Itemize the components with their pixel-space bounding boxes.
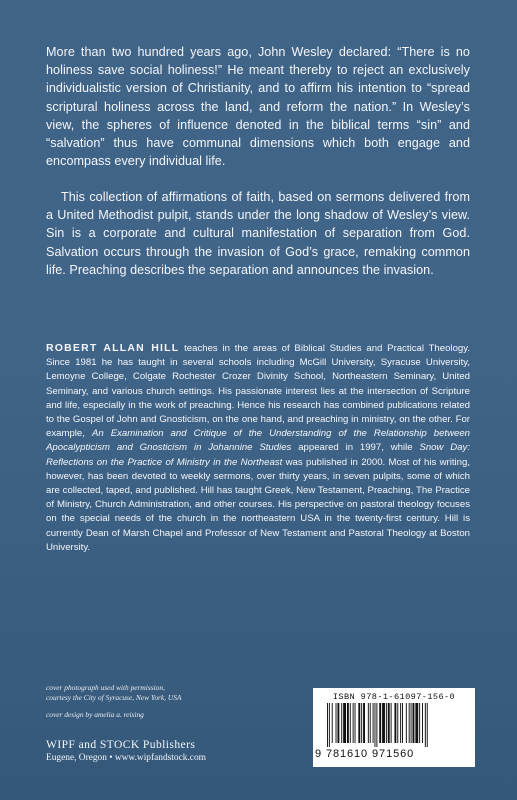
barcode-bar xyxy=(361,703,362,743)
bio-text-2: appeared in 1997, while xyxy=(291,442,420,454)
publisher-address: Eugene, Oregon • www.wipfandstock.com xyxy=(46,753,206,763)
isbn-label: ISBN 978-1-61097-156-0 xyxy=(332,692,456,702)
barcode-bar xyxy=(363,703,365,743)
barcode-bar xyxy=(376,703,377,747)
barcode-bar xyxy=(350,703,351,743)
barcode-bar xyxy=(353,703,354,743)
barcode-bar xyxy=(337,703,339,743)
barcode-bar xyxy=(388,703,390,743)
barcode-bar xyxy=(411,703,412,743)
barcode-bar xyxy=(391,703,392,743)
barcode-bar xyxy=(379,703,381,743)
barcode-bar xyxy=(358,703,360,743)
barcode-bar xyxy=(419,703,420,743)
barcode-bar xyxy=(336,703,337,743)
cover-credits xyxy=(46,683,276,720)
author-bio xyxy=(46,341,470,555)
bio-book-title-1: An Examination and Critique of the Understanding of the Relationship between Apocalypticism and Gnosticism in Johannine Studies xyxy=(46,428,470,454)
barcode-bar xyxy=(332,703,333,743)
barcode-bar xyxy=(386,703,387,743)
barcode-bar xyxy=(400,703,401,743)
blurb-paragraph-1: More than two hundred years ago, John Wesley declared: “There is no holiness save social holiness!” He meant thereby to reject an exclusively individualistic version of Christianity, and to affirm his intention to “spread scriptural holiness across the land, and reform the nation.” In Wesley’s view, the spheres of influence denoted in the biblical terms “sin” and “salvation” thus have communal dimensions which both engage and encompass every individual life. xyxy=(46,45,470,169)
bio-text-1: teaches in the areas of Biblical Studies and Practical Theology. Since 1981 he has taught in several schools including McGill University, Syracuse University, Lemoyne College, Colgate Rochester Crozer Divinity School, Northeastern Seminary, United Seminary, and various church settings. His passionate interest lies at the intersection of Scripture and life, especially in the work of preaching. Hence his research has combined publications related to the Gospel of John and Gnosticism, on the one hand, and preaching in ministry, on the other. For example, xyxy=(46,343,470,440)
barcode-bar xyxy=(415,703,418,743)
publisher-name: WIPF and STOCK Publishers xyxy=(46,738,196,751)
barcode-bar xyxy=(406,703,407,743)
bio-text-3: was published in 2000. Most of his writing, however, has been devoted to weekly sermons, over thirty years, in seven pulpits, some of which are collected, taped, and published. Hill has taught Greek, New Testament, Preaching, The Practice of Ministry, Church Administration, and other courses. His perspective on pastoral theology focuses on the special needs of the church in the northeastern USA in the twenty-first century. Hill is currently Dean of Marsh Chapel and Professor of New Testament and Pastoral Theology at Boston University. xyxy=(46,456,471,553)
photo-credit-line-1: cover photograph used with permission, xyxy=(46,683,165,692)
barcode-bar xyxy=(341,703,342,743)
barcode-bar xyxy=(397,703,398,743)
barcode-bar xyxy=(370,703,371,743)
bio-book-title-2: Snow Day: Reflections on the Practice of Ministry in the Northeast xyxy=(46,442,470,468)
design-credit: cover design by amelia a. reising xyxy=(46,710,144,719)
barcode-bar xyxy=(329,703,330,747)
barcode-bar xyxy=(375,703,376,747)
barcode-bar xyxy=(343,703,346,743)
barcode-bar xyxy=(402,703,403,743)
barcode-number: 9 781610 971560 xyxy=(315,748,415,760)
barcode-bar xyxy=(355,703,356,743)
author-name: ROBERT ALLAN HILL xyxy=(46,342,180,354)
barcode-bar xyxy=(409,703,410,743)
barcode-bar xyxy=(422,703,423,743)
barcode-bar xyxy=(347,703,349,743)
barcode-box xyxy=(313,688,475,767)
barcode-bar xyxy=(413,703,415,743)
barcode-bar xyxy=(327,703,328,747)
barcode-bars xyxy=(327,703,466,747)
barcode-bar xyxy=(382,703,385,743)
barcode-bar xyxy=(425,703,426,747)
blurb-paragraph-2: This collection of affirmations of faith, based on sermons delivered from a United Methodist pulpit, stands under the long shadow of Wesley’s view. Sin is a corporate and cultural manifestation of separation from God. Salvation occurs through the invasion of God’s grace, remaking common life. Preaching describes the separation and announces the invasion. xyxy=(46,190,470,277)
barcode-bar xyxy=(394,703,396,743)
barcode-bar xyxy=(427,703,428,747)
photo-credit-line-2: courtesy the City of Syracuse, New York, USA xyxy=(46,693,182,702)
barcode-bar xyxy=(373,703,374,743)
barcode-bar xyxy=(368,703,369,743)
